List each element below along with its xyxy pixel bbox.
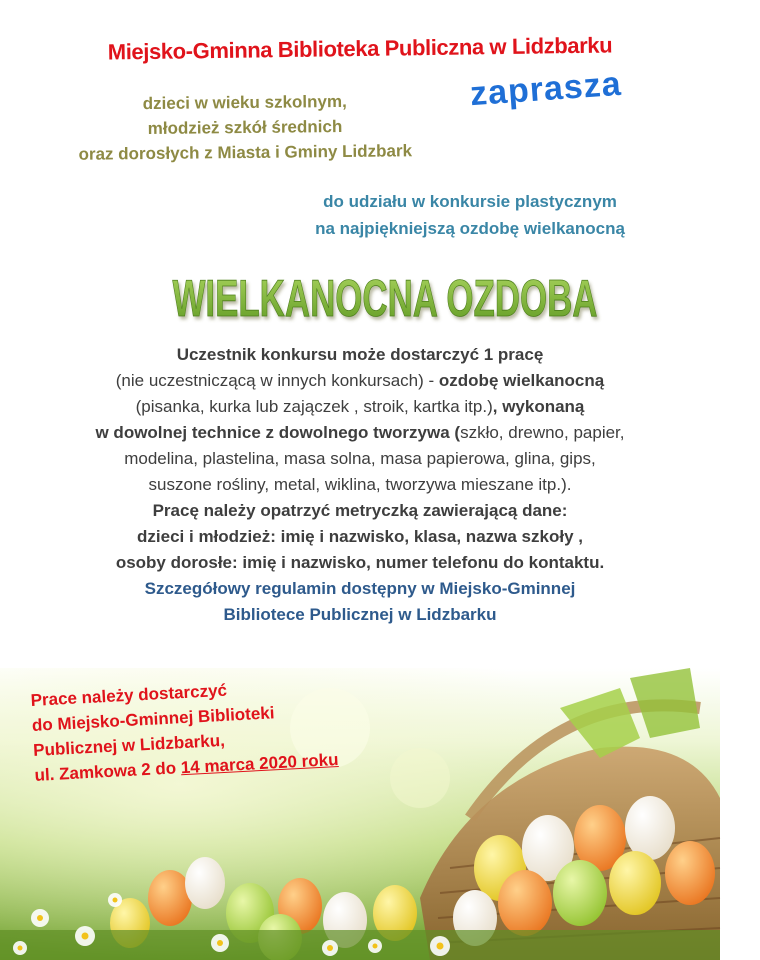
rules-line-blue: Bibliotece Publicznej w Lidzbarku: [223, 605, 497, 624]
audience-line: dzieci w wieku szkolnym,: [142, 91, 347, 114]
deadline-block: [30, 672, 339, 788]
audience-block: [20, 88, 471, 168]
deadline-date: 14 marca 2020 roku: [180, 749, 339, 778]
rules-line-bold: ozdobę wielkanocną: [438, 371, 605, 390]
rules-line-bold: w dowolnej technice z dowolnego tworzywa (: [95, 423, 461, 442]
rules-line: modelina, plastelina, masa solna, masa papierowa, glina, gips,: [124, 449, 596, 468]
rules-line: szkło, drewno, papier,: [460, 423, 625, 442]
rules-line-bold: dzieci i młodzież: imię i nazwisko, klasa, nazwa szkoły ,: [137, 527, 583, 546]
invitation-line: na najpiękniejszą ozdobę wielkanocną: [315, 219, 625, 238]
rules-line-blue: Szczegółowy regulamin dostępny w Miejsko-Gminnej: [144, 579, 576, 598]
rules-line-bold: , wykonaną: [492, 397, 585, 416]
invitation-block: [210, 188, 730, 242]
contest-title: [0, 262, 760, 342]
audience-line: oraz dorosłych z Miasta i Gminy Lidzbark: [78, 141, 413, 164]
audience-line: młodzież szkół średnich: [147, 116, 343, 139]
library-title: Miejsko-Gminna Biblioteka Publiczna w Lidzbarku: [107, 32, 613, 65]
deadline-line: Publicznej w Lidzbarku,: [32, 730, 226, 760]
deadline-line: do Miejsko-Gminnej Biblioteki: [31, 703, 275, 735]
rules-line-bold: Pracę należy opatrzyć metryczką zawierającą dane:: [152, 501, 568, 520]
deadline-line: Prace należy dostarczyć: [30, 680, 228, 710]
invites-word: zaprasza: [468, 64, 623, 114]
contest-title-text: WIELKANOCNA OZDOBA: [172, 270, 598, 328]
deadline-line: ul. Zamkowa 2 do: [34, 758, 182, 785]
rules-line: (nie uczestniczącą w innych konkursach) -: [115, 371, 439, 390]
rules-line: (pisanka, kurka lub zajączek , stroik, kartka itp.): [135, 397, 493, 416]
rules-line: Uczestnik konkursu może dostarczyć 1 pracę: [176, 345, 544, 364]
rules-block: [10, 342, 710, 628]
invitation-line: do udziału w konkursie plastycznym: [323, 192, 617, 211]
rules-line: suszone rośliny, metal, wiklina, tworzywa mieszane itp.).: [148, 475, 572, 494]
rules-line-bold: osoby dorosłe: imię i nazwisko, numer telefonu do kontaktu.: [115, 553, 605, 572]
